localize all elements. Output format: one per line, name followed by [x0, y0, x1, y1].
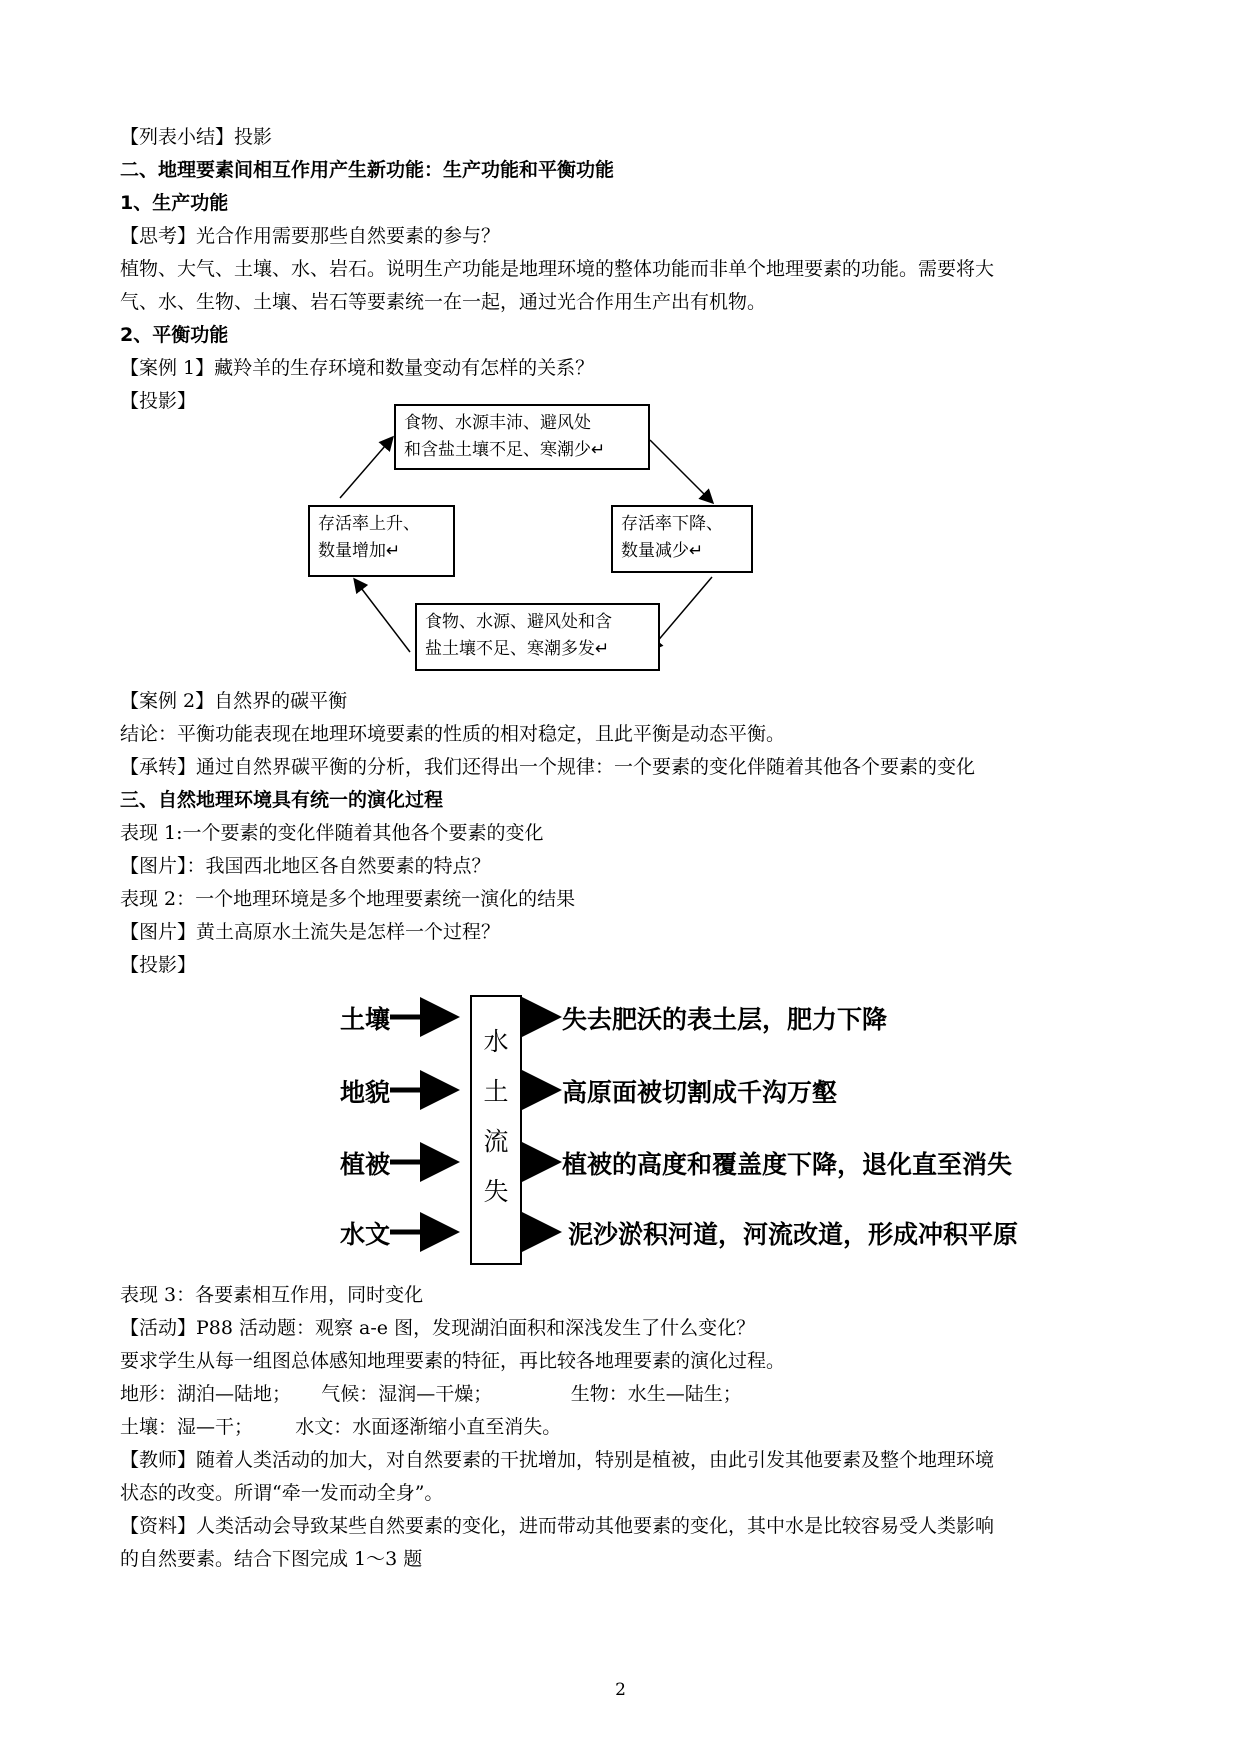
erosion-result: 高原面被切割成千沟万壑 — [562, 1078, 838, 1107]
cycle-text: 盐土壤不足、寒潮多发↵ — [425, 639, 610, 659]
cycle-text: 和含盐土壤不足、寒潮少↵ — [404, 440, 606, 460]
erosion-factor: 土壤 — [340, 1005, 391, 1034]
erosion-center-box — [470, 995, 522, 1265]
cycle-text: 存活率上升、 — [318, 514, 420, 534]
cycle-text: 数量增加↵ — [318, 541, 401, 561]
center-char: 流 — [483, 1127, 509, 1156]
cycle-text: 食物、水源丰沛、避风处 — [404, 413, 591, 433]
subsection-heading: 2、平衡功能 — [120, 324, 229, 346]
text-line: 要求学生从每一组图总体感知地理要素的特征，再比较各地理要素的演化过程。 — [120, 1350, 786, 1372]
text-line: 【思考】光合作用需要那些自然要素的参与？ — [120, 225, 501, 247]
text-line: 【列表小结】投影 — [120, 126, 273, 148]
text-line: 【案例 2】自然界的碳平衡 — [120, 690, 348, 712]
cycle-text: 食物、水源、避风处和含 — [425, 612, 612, 632]
text-line: 气、水、生物、土壤、岩石等要素统一在一起，通过光合作用生产出有机物。 — [120, 291, 767, 313]
erosion-factor: 地貌 — [340, 1078, 391, 1107]
text-line: 的自然要素。结合下图完成 1～3 题 — [120, 1548, 423, 1570]
center-char: 水 — [483, 1027, 509, 1056]
center-char: 土 — [483, 1077, 509, 1106]
erosion-result: 泥沙淤积河道，河流改道，形成冲积平原 — [568, 1220, 1019, 1249]
page-number: 2 — [615, 1680, 626, 1700]
subsection-heading: 1、生产功能 — [120, 192, 229, 214]
text-line: 【教师】随着人类活动的加大，对自然要素的干扰增加，特别是植被，由此引发其他要素及整个地理环境 — [120, 1449, 995, 1471]
section-heading: 二、地理要素间相互作用产生新功能：生产功能和平衡功能 — [120, 159, 615, 181]
cycle-text: 数量减少↵ — [621, 541, 704, 561]
text-line: 【资料】人类活动会导致某些自然要素的变化，进而带动其他要素的变化，其中水是比较容易受人类影响 — [120, 1515, 995, 1537]
text-line: 【案例 1】藏羚羊的生存环境和数量变动有怎样的关系？ — [120, 357, 595, 379]
text-line: 植物、大气、土壤、水、岩石。说明生产功能是地理环境的整体功能而非单个地理要素的功能。需要将大 — [120, 258, 995, 280]
text-line: 【投影】 — [120, 390, 197, 412]
erosion-factor: 水文 — [340, 1220, 391, 1249]
text-line: 结论：平衡功能表现在地理环境要素的性质的相对稳定，且此平衡是动态平衡。 — [120, 723, 786, 745]
text-line: 表现 2：一个地理环境是多个地理要素统一演化的结果 — [120, 888, 576, 910]
text-line: 【图片】黄土高原水土流失是怎样一个过程？ — [120, 921, 501, 943]
cycle-text: 存活率下降、 — [621, 514, 723, 534]
center-char: 失 — [483, 1177, 509, 1206]
text-line: 表现 1:一个要素的变化伴随着其他各个要素的变化 — [120, 822, 544, 844]
text-line: 土壤：湿—干； 水文：水面逐渐缩小直至消失。 — [120, 1416, 562, 1438]
text-line: 状态的改变。所谓“牵一发而动全身”。 — [120, 1482, 444, 1504]
erosion-result: 植被的高度和覆盖度下降，退化直至消失 — [562, 1150, 1013, 1179]
text-line: 表现 3：各要素相互作用，同时变化 — [120, 1284, 424, 1306]
text-line: 【投影】 — [120, 954, 197, 976]
text-line: 【活动】P88 活动题：观察 a-e 图，发现湖泊面积和深浅发生了什么变化？ — [120, 1317, 756, 1339]
text-line: 【承转】通过自然界碳平衡的分析，我们还得出一个规律：一个要素的变化伴随着其他各个要素的变化 — [120, 756, 976, 778]
text-line: 【图片】：我国西北地区各自然要素的特点？ — [120, 855, 491, 877]
erosion-factor: 植被 — [340, 1150, 391, 1179]
erosion-result: 失去肥沃的表土层，肥力下降 — [562, 1005, 888, 1034]
section-heading: 三、自然地理环境具有统一的演化过程 — [120, 789, 444, 811]
text-line: 地形：湖泊—陆地； 气候：湿润—干燥； 生物：水生—陆生； — [120, 1383, 742, 1405]
